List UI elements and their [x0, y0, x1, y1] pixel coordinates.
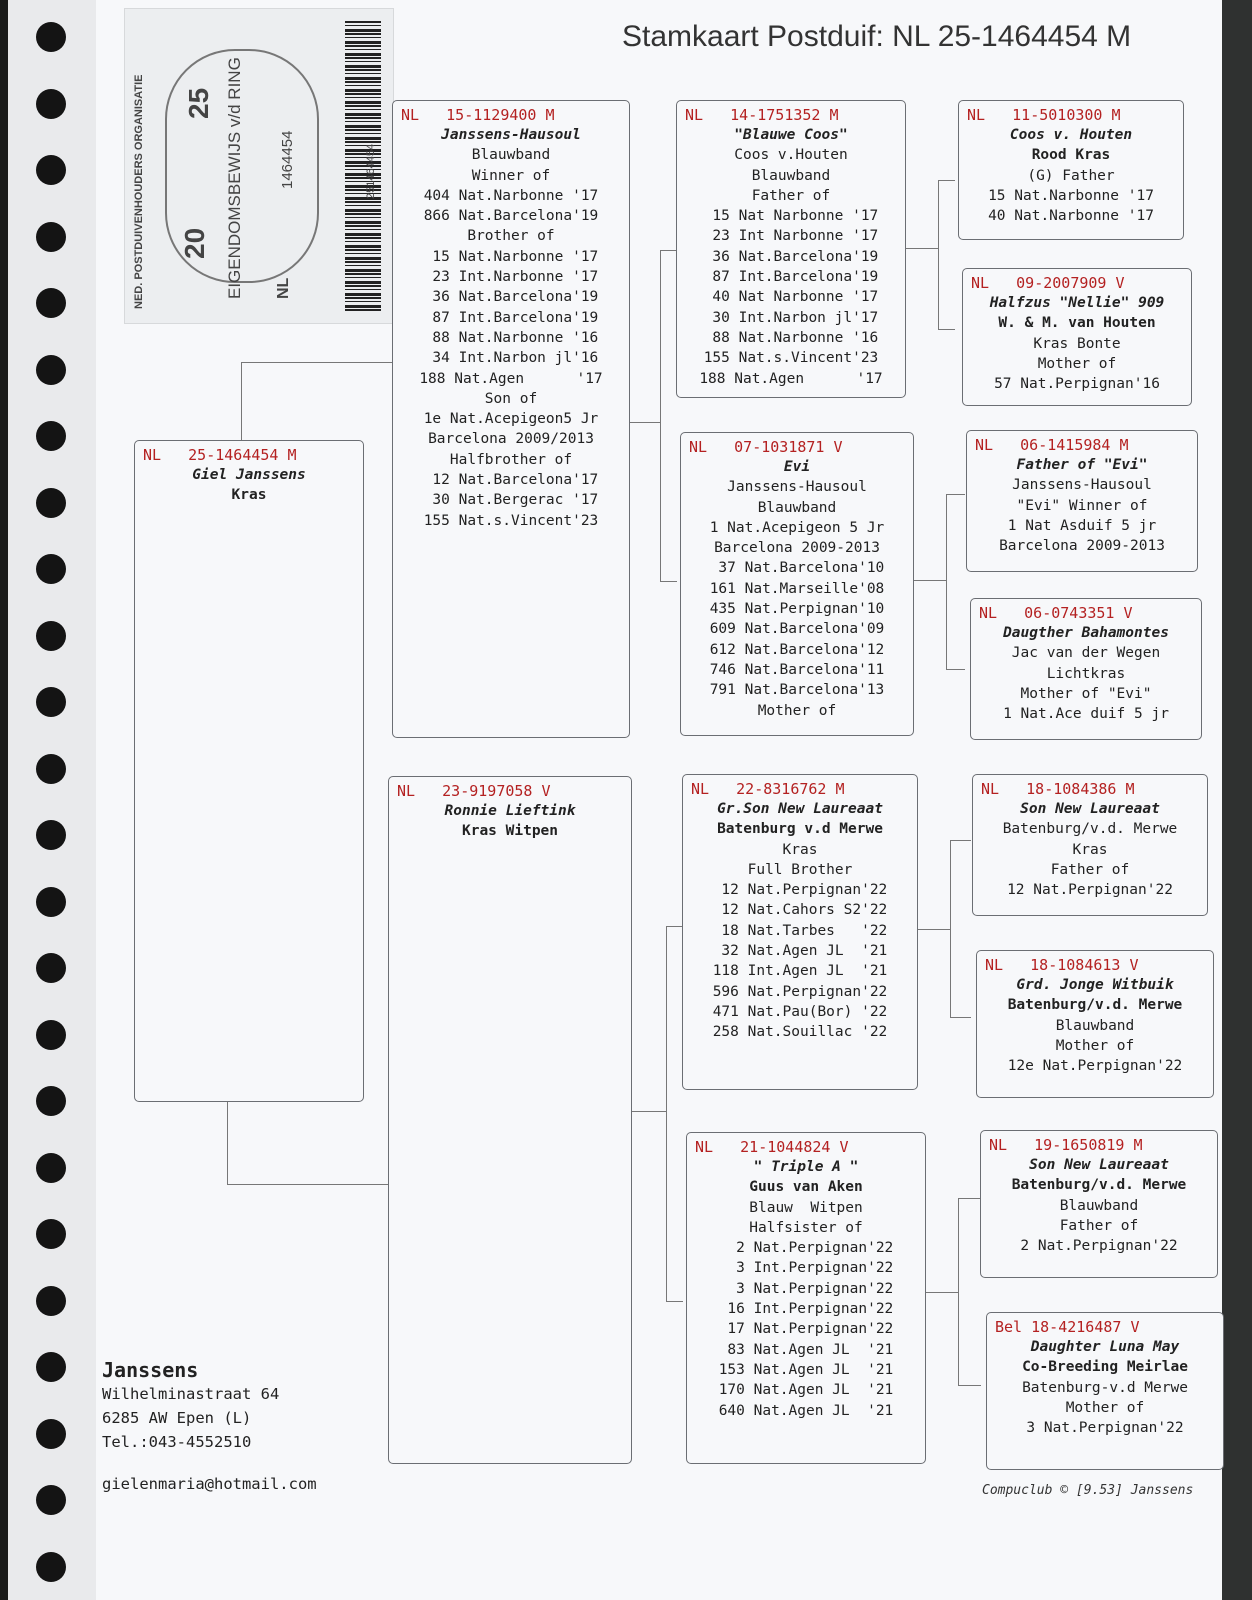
pedigree-line: 12 Nat.Barcelona'17	[423, 472, 599, 489]
punch-hole	[36, 288, 66, 318]
pedigree-line: Father of	[1050, 861, 1130, 878]
punch-hole	[36, 1485, 66, 1515]
punch-hole	[36, 89, 66, 119]
pedigree-line: 18 Nat.Tarbes '22	[712, 922, 888, 939]
pedigree-line: Barcelona 2009-2013	[714, 540, 880, 557]
page-title: Stamkaart Postduif: NL 25-1464454 M	[622, 20, 1132, 53]
ring-number: NL 18-1084386 M	[981, 780, 1135, 798]
ring-number: NL 18-1084613 V	[985, 956, 1139, 974]
ring-card-country: NL	[275, 277, 292, 299]
software-credit: Compuclub © [9.53] Janssens	[982, 1483, 1194, 1498]
pedigree-line: 3 Int.Perpignan'22	[718, 1260, 894, 1277]
pedigree-line: 640 Nat.Agen JL '21	[718, 1402, 894, 1419]
ring-card-number: 1464454	[279, 130, 296, 189]
grandfather-maternal-card	[682, 774, 918, 1090]
pedigree-line: Blauwband	[751, 167, 831, 184]
pedigree-line: 2 Nat.Perpignan'22	[1020, 1238, 1178, 1255]
pedigree-line: 155 Nat.s.Vincent'23	[423, 512, 599, 529]
pedigree-line: 87 Int.Barcelona'19	[703, 269, 879, 286]
punch-hole	[36, 222, 66, 252]
pedigree-line: 153 Nat.Agen JL '21	[718, 1361, 894, 1378]
pigeon-card	[134, 440, 364, 1102]
pedigree-line: Father of "Evi"	[1016, 457, 1148, 473]
punch-hole	[36, 554, 66, 584]
pedigree-line: "Evi" Winner of	[1016, 497, 1148, 514]
pedigree-line: Blauwband	[471, 147, 551, 164]
punched-sleeve	[8, 0, 99, 1600]
pedigree-line: Son of	[484, 390, 538, 407]
pedigree-line: 15 Nat.Narbonne '17	[988, 187, 1154, 204]
pedigree-line: 1 Nat.Acepigeon 5 Jr	[709, 519, 885, 536]
pedigree-line: 791 Nat.Barcelona'13	[709, 682, 885, 699]
pedigree-line: Giel Janssens	[192, 467, 306, 483]
pedigree-line: 12 Nat.Perpignan'22	[1007, 882, 1173, 899]
great-grandparent-mfm-card	[976, 950, 1214, 1098]
pedigree-line: Mother of	[1055, 1037, 1135, 1054]
pedigree-line: Batenburg/v.d. Merwe	[1011, 1177, 1187, 1194]
pedigree-line: Coos v. Houten	[1009, 127, 1133, 143]
pedigree-line: Kras Witpen	[461, 823, 559, 840]
punch-hole	[36, 1419, 66, 1449]
ring-number: NL 09-2007909 V	[971, 274, 1125, 292]
punch-hole	[36, 621, 66, 651]
pedigree-line: 609 Nat.Barcelona'09	[709, 621, 885, 638]
connector-ff	[906, 248, 938, 251]
ring-number: NL 19-1650819 M	[989, 1136, 1143, 1154]
ring-number: NL 15-1129400 M	[401, 106, 555, 124]
pedigree-line: Barcelona 2009-2013	[999, 538, 1165, 555]
pedigree-line: 12 Nat.Cahors S2'22	[712, 902, 888, 919]
punch-hole	[36, 421, 66, 451]
pedigree-line: Batenburg/v.d. Merwe	[1007, 997, 1183, 1014]
pedigree-line: Daughter Luna May	[1030, 1339, 1180, 1355]
pedigree-line: 15 Nat Narbonne '17	[703, 208, 879, 225]
pedigree-line: 3 Nat.Perpignan'22	[718, 1280, 894, 1297]
pedigree-line: Janssens-Hausoul	[441, 127, 581, 143]
punch-hole	[36, 1219, 66, 1249]
pedigree-line: Blauw Witpen	[749, 1199, 863, 1216]
ring-card-year-a: 20	[179, 227, 210, 259]
pedigree-line: Janssens-Hausoul	[727, 479, 867, 496]
pedigree-line: Father of	[1059, 1217, 1139, 1234]
pedigree-line: Halfsister of	[749, 1219, 863, 1236]
ring-number: NL 11-5010300 M	[967, 106, 1121, 124]
owner-email: gielenmaria@hotmail.com	[102, 1475, 317, 1493]
great-grandparent-mmm-card	[986, 1312, 1224, 1470]
pedigree-line: Janssens-Hausoul	[1012, 477, 1152, 494]
pedigree-line: 404 Nat.Narbonne '17	[423, 187, 599, 204]
ring-number: Bel 18-4216487 V	[995, 1318, 1140, 1336]
pedigree-line: 40 Nat Narbonne '17	[703, 289, 879, 306]
pedigree-line: 16 Int.Perpignan'22	[718, 1301, 894, 1318]
pedigree-line: 87 Int.Barcelona'19	[423, 309, 599, 326]
great-grandparent-ffm-card	[962, 268, 1192, 406]
owner-phone: Tel.:043-4552510	[102, 1433, 252, 1451]
punch-hole	[36, 22, 66, 52]
pedigree-line: 88 Nat.Narbonne '16	[423, 329, 599, 346]
pedigree-line: Halfbrother of	[449, 451, 573, 468]
pedigree-line: 36 Nat.Barcelona'19	[423, 289, 599, 306]
pedigree-line: 596 Nat.Perpignan'22	[712, 983, 888, 1000]
pedigree-line: Coos v.Houten	[734, 147, 848, 164]
punch-hole	[36, 155, 66, 185]
pedigree-line: Mother of "Evi"	[1020, 685, 1152, 702]
pedigree-line: Daugther Bahamontes	[1003, 625, 1169, 641]
pedigree-line: Blauwband	[757, 499, 837, 516]
pedigree-line: Father of	[751, 187, 831, 204]
pedigree-line: 17 Nat.Perpignan'22	[718, 1321, 894, 1338]
pedigree-line: Kras	[1072, 841, 1108, 858]
ring-number: NL 21-1044824 V	[695, 1138, 849, 1156]
pedigree-line: 258 Nat.Souillac '22	[712, 1024, 888, 1041]
pedigree-line: Rood Kras	[1031, 147, 1111, 164]
punch-hole	[36, 1020, 66, 1050]
pedigree-line: " Triple A "	[753, 1159, 859, 1175]
punch-hole	[36, 1153, 66, 1183]
pedigree-line: Full Brother	[747, 861, 853, 878]
pedigree-line: Grd. Jonge Witbuik	[1016, 977, 1174, 993]
ring-card-type: EIGENDOMSBEWIJS v/d RING	[225, 57, 244, 299]
pedigree-line: Mother of	[1037, 355, 1117, 372]
punch-hole	[36, 1286, 66, 1316]
pedigree-line: (G) Father	[1027, 167, 1115, 184]
pedigree-line: W. & M. van Houten	[998, 315, 1156, 332]
pedigree-line: 40 Nat.Narbonne '17	[988, 208, 1154, 225]
pedigree-line: 866 Nat.Barcelona'19	[423, 208, 599, 225]
pedigree-line: Lichtkras	[1046, 665, 1126, 682]
connector-mother-sires	[632, 1111, 666, 1114]
pedigree-line: 37 Nat.Barcelona'10	[709, 560, 885, 577]
great-grandparent-fff-card	[958, 100, 1184, 240]
grandfather-paternal-card	[676, 100, 906, 398]
pedigree-line: Barcelona 2009/2013	[428, 431, 594, 448]
punch-hole	[36, 1086, 66, 1116]
pedigree-line: 88 Nat.Narbonne '16	[703, 329, 879, 346]
pedigree-line: 23 Int Narbonne '17	[703, 228, 879, 245]
ring-number: NL 07-1031871 V	[689, 438, 843, 456]
pedigree-line: Winner of	[471, 167, 551, 184]
father-card	[392, 100, 630, 738]
pedigree-line: Kras	[231, 487, 267, 504]
connector-mother-branch	[666, 926, 683, 1302]
pedigree-line: 161 Nat.Marseille'08	[709, 580, 885, 597]
connector-mf	[918, 929, 950, 932]
great-grandparent-fmf-card	[966, 430, 1198, 572]
pedigree-line: Mother of	[1065, 1399, 1145, 1416]
pedigree-line: Guus van Aken	[749, 1179, 863, 1196]
pedigree-line: 170 Nat.Agen JL '21	[718, 1382, 894, 1399]
connector-mf-branch	[950, 840, 971, 1018]
punch-hole	[36, 754, 66, 784]
connector-mm	[926, 1292, 958, 1295]
pedigree-line: Blauwband	[1055, 1017, 1135, 1034]
pedigree-line: Gr.Son New Laureaat	[717, 801, 883, 817]
pedigree-line: Blauwband	[1059, 1197, 1139, 1214]
pedigree-line: 188 Nat.Agen '17	[699, 370, 883, 387]
pedigree-line: 118 Int.Agen JL '21	[712, 963, 888, 980]
ring-card-year-b: 25	[183, 87, 214, 119]
ring-number: NL 06-1415984 M	[975, 436, 1129, 454]
pedigree-line: 23 Int.Narbonne '17	[423, 269, 599, 286]
punch-hole	[36, 687, 66, 717]
punch-hole	[36, 355, 66, 385]
grandmother-maternal-card	[686, 1132, 926, 1464]
pedigree-line: 3 Nat.Perpignan'22	[1026, 1420, 1184, 1437]
great-grandparent-mmf-card	[980, 1130, 1218, 1278]
pedigree-line: 188 Nat.Agen '17	[419, 370, 603, 387]
ring-card-org: NED. POSTDUIVENHOUDERS ORGANISATIE	[133, 74, 145, 309]
pedigree-line: 612 Nat.Barcelona'12	[709, 641, 885, 658]
punch-hole	[36, 1352, 66, 1382]
pedigree-line: 36 Nat.Barcelona'19	[703, 248, 879, 265]
pedigree-line: Kras Bonte	[1033, 335, 1121, 352]
pedigree-line: Jac van der Wegen	[1011, 645, 1161, 662]
pedigree-line: Co-Breeding Meirlae	[1022, 1359, 1188, 1376]
pedigree-line: 1 Nat Asduif 5 jr	[1007, 517, 1157, 534]
ring-card-barcode-number: 251464454	[365, 143, 377, 199]
ring-number: NL 06-0743351 V	[979, 604, 1133, 622]
ring-number: NL 22-8316762 M	[691, 780, 845, 798]
pedigree-line: Mother of	[757, 702, 837, 719]
pedigree-line: 1e Nat.Acepigeon5 Jr	[423, 411, 599, 428]
connector-fm-branch	[946, 494, 965, 670]
pedigree-line: Halfzus "Nellie" 909	[989, 295, 1165, 311]
pedigree-line: 746 Nat.Barcelona'11	[709, 661, 885, 678]
pedigree-line: 155 Nat.s.Vincent'23	[703, 350, 879, 367]
punch-hole	[36, 953, 66, 983]
pedigree-line: 83 Nat.Agen JL '21	[718, 1341, 894, 1358]
owner-block	[102, 1358, 317, 1496]
pedigree-line: 471 Nat.Pau(Bor) '22	[712, 1003, 888, 1020]
punch-hole	[36, 488, 66, 518]
punch-hole	[36, 820, 66, 850]
connector-ff-branch	[938, 180, 955, 330]
pedigree-line: 12 Nat.Perpignan'22	[712, 882, 888, 899]
owner-city: 6285 AW Epen (L)	[102, 1409, 252, 1427]
pedigree-line: 435 Nat.Perpignan'10	[709, 601, 885, 618]
pedigree-line: Ronnie Lieftink	[444, 803, 576, 819]
punch-hole	[36, 887, 66, 917]
pedigree-line: 15 Nat.Narbonne '17	[423, 248, 599, 265]
pedigree-line: Son New Laureaat	[1029, 1157, 1169, 1173]
pedigree-line: 12e Nat.Perpignan'22	[1007, 1058, 1183, 1075]
pedigree-line: 30 Int.Narbon jl'17	[703, 309, 879, 326]
connector-mother	[227, 1102, 392, 1185]
connector-mm-branch	[958, 1198, 981, 1386]
pedigree-line: 32 Nat.Agen JL '21	[712, 943, 888, 960]
punch-hole	[36, 1552, 66, 1582]
great-grandparent-mff-card	[972, 774, 1208, 916]
owner-street: Wilhelminastraat 64	[102, 1385, 280, 1403]
pedigree-line: 2 Nat.Perpignan'22	[718, 1240, 894, 1257]
pedigree-line: Kras	[782, 841, 818, 858]
connector-fm	[914, 580, 946, 583]
pedigree-line: Brother of	[467, 228, 555, 245]
connector-father-sires	[628, 422, 660, 425]
great-grandparent-fmm-card	[970, 598, 1202, 740]
ring-number: NL 14-1751352 M	[685, 106, 839, 124]
pedigree-line: Batenburg v.d Merwe	[717, 821, 883, 838]
pedigree-line: Son New Laureaat	[1020, 801, 1160, 817]
ring-number: NL 25-1464454 M	[143, 446, 297, 464]
pedigree-line: 57 Nat.Perpignan'16	[994, 376, 1160, 393]
connector-father	[241, 362, 392, 441]
pedigree-line: "Blauwe Coos"	[734, 127, 848, 143]
ring-certificate	[124, 8, 394, 324]
pedigree-line: Evi	[783, 459, 811, 475]
owner-name: Janssens	[102, 1358, 199, 1382]
pedigree-line: Batenburg-v.d Merwe	[1022, 1379, 1188, 1396]
connector-father-branch	[660, 250, 677, 582]
pedigree-line: 34 Int.Narbon jl'16	[423, 350, 599, 367]
grandmother-paternal-card	[680, 432, 914, 736]
pedigree-line: Batenburg/v.d. Merwe	[1002, 821, 1178, 838]
pedigree-line: 1 Nat.Ace duif 5 jr	[1003, 706, 1169, 723]
pedigree-line: 30 Nat.Bergerac '17	[423, 492, 599, 509]
ring-number: NL 23-9197058 V	[397, 782, 551, 800]
mother-card	[388, 776, 632, 1464]
